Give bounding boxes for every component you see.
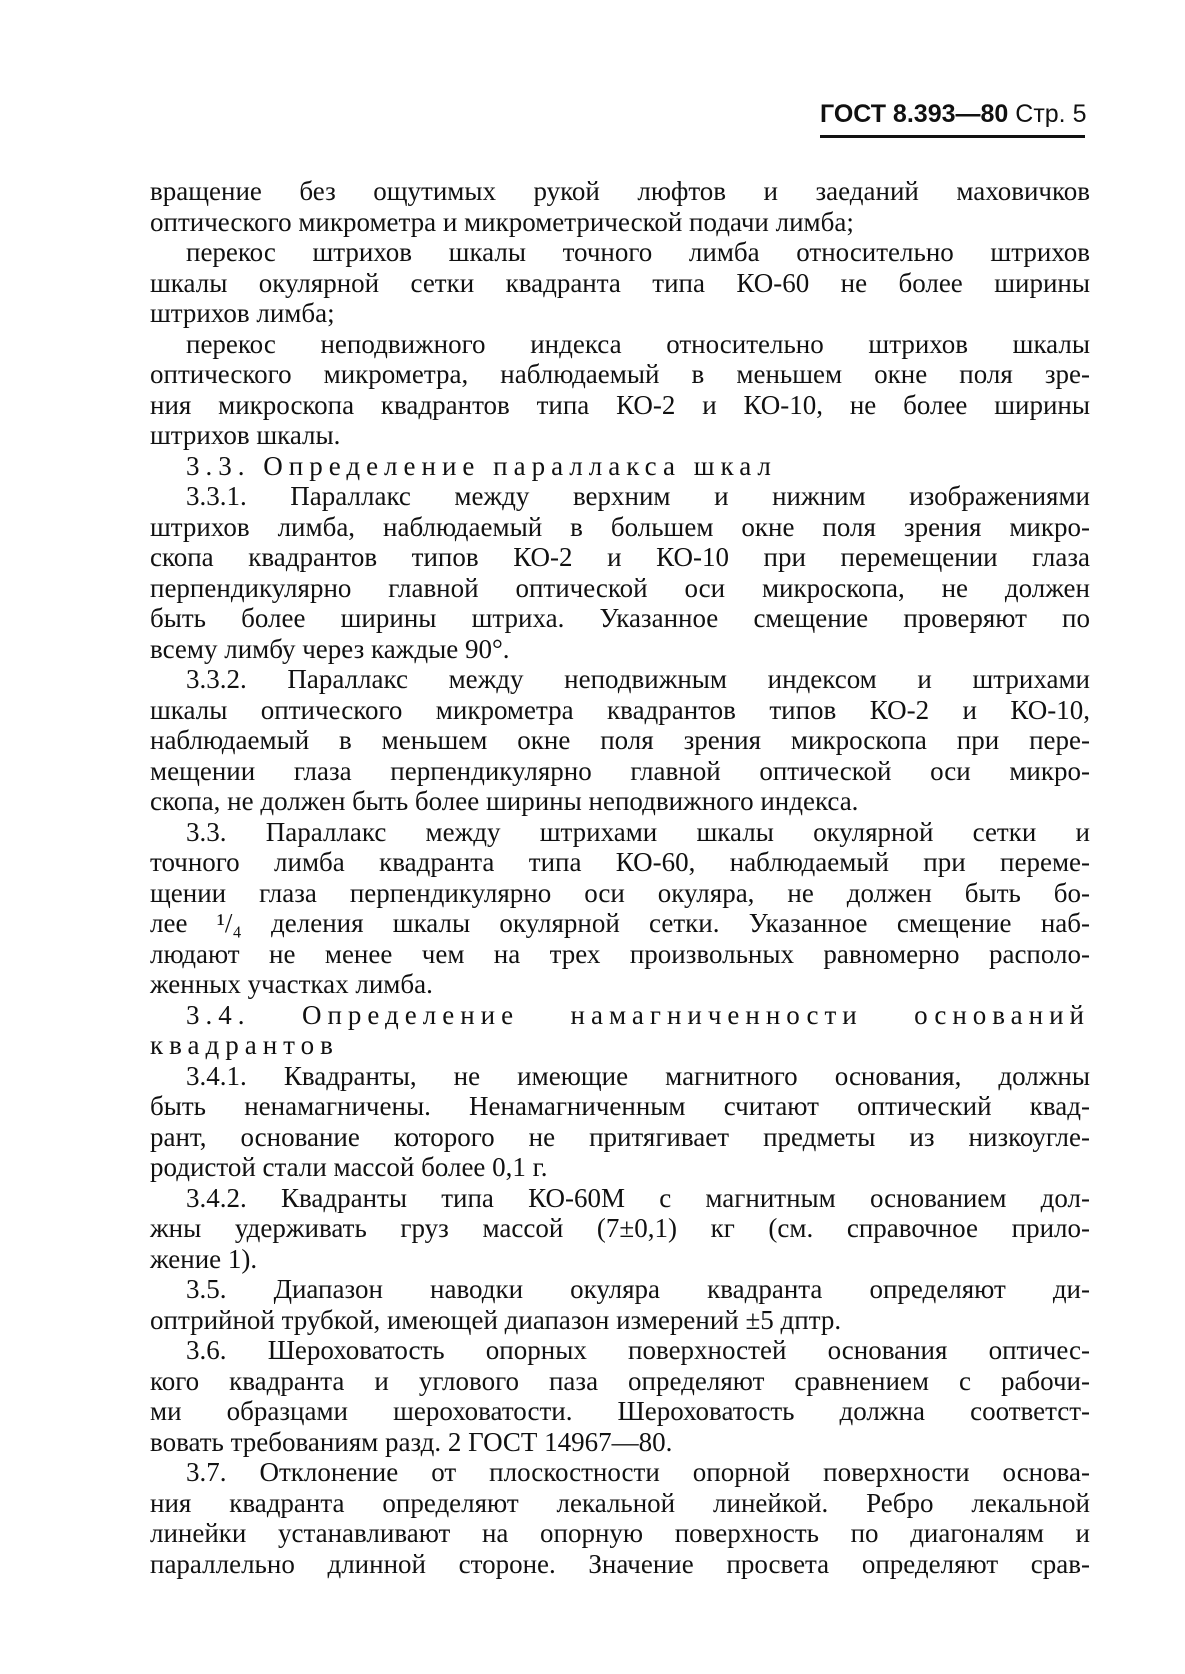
text-line: скопа, не должен быть более ширины неподвижного индекса. [150, 786, 859, 816]
text-line: параллельно длинной стороне. Значение просвета определяют срав- [150, 1548, 1090, 1579]
body-text [150, 176, 1090, 1579]
text-line: оптического микрометра и микрометрической подачи лимба; [150, 206, 854, 237]
text-line: перекос неподвижного индекса относительно штрихов шкалы [186, 328, 1090, 359]
text-line: 3.3. Параллакс между штрихами шкалы окулярной сетки и [186, 816, 1090, 847]
text-line: 3.4.1. Квадранты, не имеющие магнитного основания, должны [186, 1060, 1090, 1091]
text-line: 3.3.1. Параллакс между верхним и нижним изображениями [186, 481, 1090, 511]
text-line: вовать требованиям разд. 2 ГОСТ 14967—80. [150, 1426, 673, 1457]
text-line: быть более ширины штриха. Указанное смещение проверяют по [150, 603, 1090, 633]
text-line: всему лимбу через каждые 90°. [150, 633, 510, 664]
text-line: вращение без ощутимых рукой люфтов и заеданий маховичков [150, 176, 1090, 206]
text-line: 3.3.2. Параллакс между неподвижным индексом и штрихами [186, 664, 1090, 694]
text-line: 3.4.2. Квадранты типа КО-60М с магнитным основанием дол- [186, 1182, 1090, 1213]
text-line: 3.5. Диапазон наводки окуляра квадранта определяют ди- [186, 1274, 1090, 1304]
text-line: ния квадранта определяют лекальной линейкой. Ребро лекальной [150, 1487, 1090, 1518]
section-heading: 3.4. Определение намагниченности оснований [186, 999, 1090, 1030]
text-line: штрихов шкалы. [150, 420, 341, 450]
text-line: лее ¹/₄ деления шкалы окулярной сетки. Указанное смещение наб- [150, 908, 1090, 938]
text-line: перпендикулярно главной оптической оси микроскопа, не должен [150, 572, 1090, 603]
page-number: Стр. 5 [1015, 100, 1087, 128]
text-line: быть ненамагничены. Ненамагниченным считают оптический квад- [150, 1091, 1090, 1121]
text-line: наблюдаемый в меньшем окне поля зрения микроскопа при пере- [150, 725, 1090, 755]
text-line: 3.7. Отклонение от плоскостности опорной поверхности основа- [186, 1457, 1090, 1487]
text-line: жны удерживать груз массой (7±0,1) кг (см. справочное прило- [150, 1213, 1090, 1243]
standard-number: ГОСТ 8.393—80 [820, 100, 1009, 128]
text-line: скопа квадрантов типов КО-2 и КО-10 при перемещении глаза [150, 542, 1090, 572]
text-line: жение 1). [150, 1243, 258, 1274]
text-line: шкалы окулярной сетки квадранта типа КО-60 не более ширины [150, 267, 1090, 298]
text-line: 3.6. Шероховатость опорных поверхностей основания оптичес- [186, 1335, 1090, 1365]
text-line: шкалы оптического микрометра квадрантов типов КО-2 и КО-10, [150, 694, 1090, 725]
text-line: линейки устанавливают на опорную поверхность по диагоналям и [150, 1518, 1090, 1548]
text-line: штрихов лимба, наблюдаемый в большем окне поля зрения микро- [150, 511, 1090, 542]
text-line: людают не менее чем на трех произвольных равномерно располо- [150, 938, 1090, 969]
text-line: мещении глаза перпендикулярно главной оптической оси микро- [150, 755, 1090, 786]
text-line: щении глаза перпендикулярно оси окуляра, не должен быть бо- [150, 877, 1090, 908]
text-line: родистой стали массой более 0,1 г. [150, 1152, 548, 1182]
text-line: кого квадранта и углового паза определяют сравнением с рабочи- [150, 1365, 1090, 1396]
text-line: оптического микрометра, наблюдаемый в меньшем окне поля зре- [150, 359, 1090, 389]
section-heading: 3.3. Определение параллакса шкал [186, 450, 777, 481]
text-line: ми образцами шероховатости. Шероховатость должна соответст- [150, 1396, 1090, 1426]
page-header [820, 100, 1085, 138]
text-line: ния микроскопа квадрантов типа КО-2 и КО-10, не более ширины [150, 389, 1090, 420]
text-line: рант, основание которого не притягивает предметы из низкоугле- [150, 1121, 1090, 1152]
text-line: оптрийной трубкой, имеющей диапазон измерений ±5 дптр. [150, 1304, 842, 1335]
text-line: перекос штрихов шкалы точного лимба относительно штрихов [186, 237, 1090, 267]
text-line: женных участках лимба. [150, 969, 433, 999]
section-heading: квадрантов [150, 1030, 339, 1060]
text-line: точного лимба квадранта типа КО-60, наблюдаемый при переме- [150, 847, 1090, 877]
text-line: штрихов лимба; [150, 298, 335, 328]
